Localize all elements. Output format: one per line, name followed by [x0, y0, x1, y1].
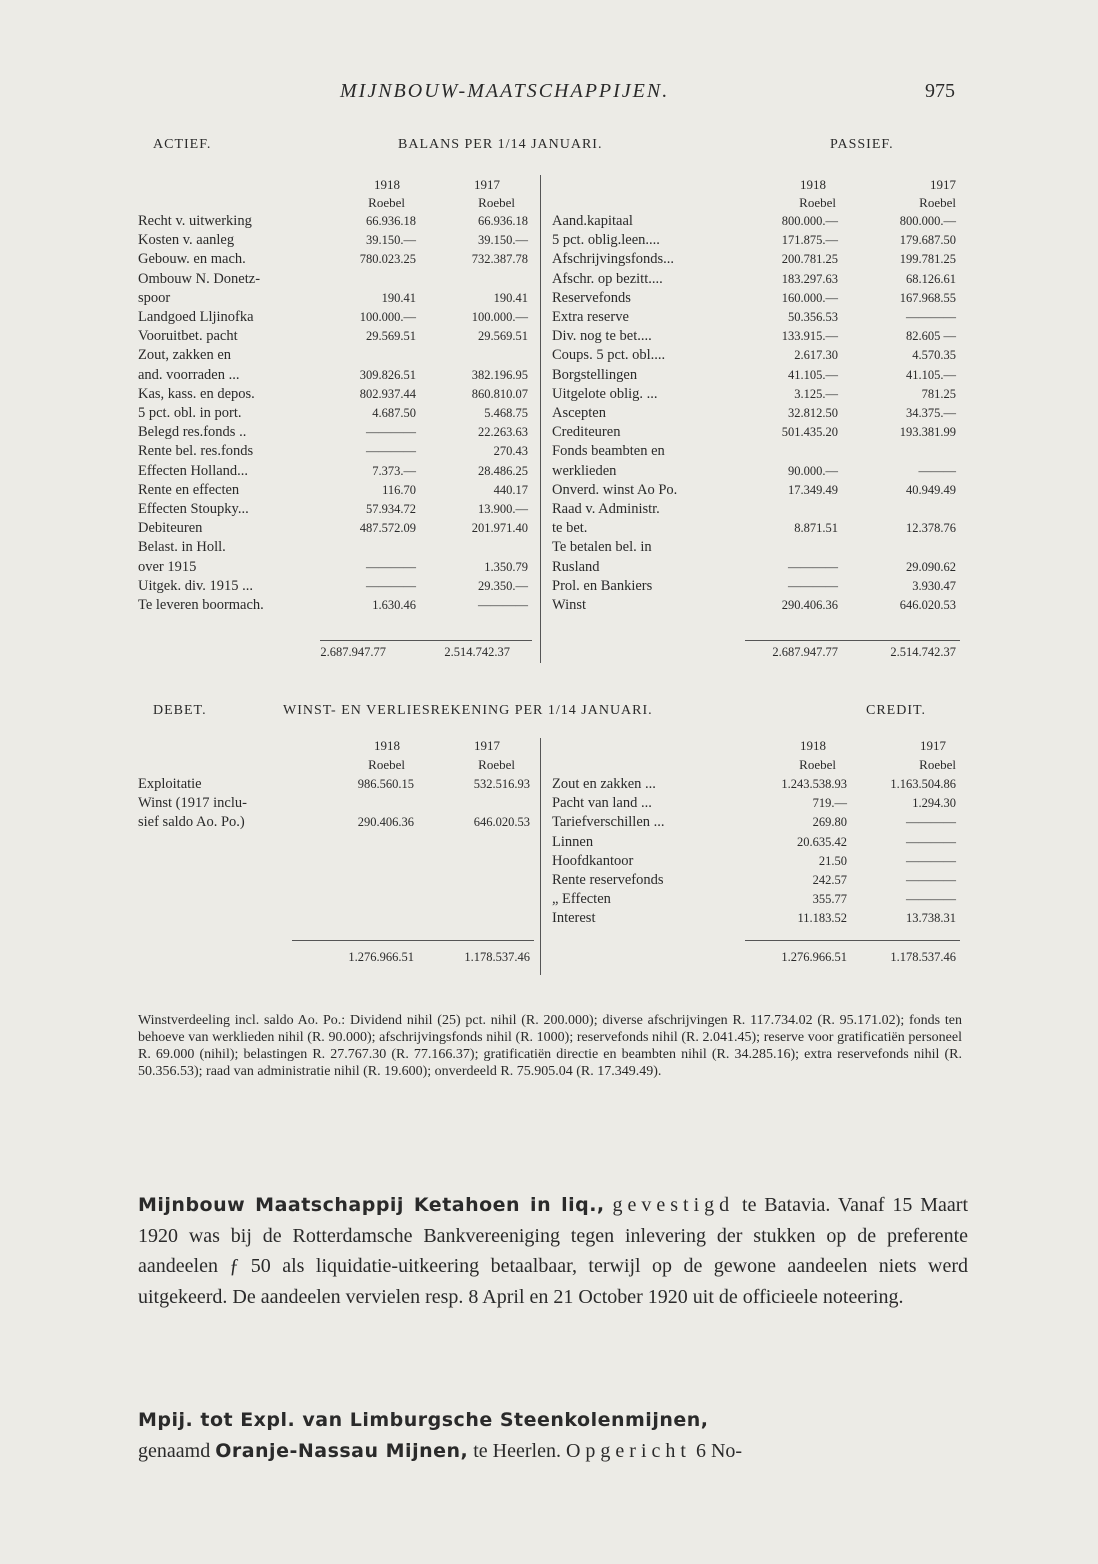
balans-passief-year-1917: 1917 [930, 177, 956, 192]
actief-value-1918: 190.41 [381, 290, 416, 305]
balans-actief-total-1917: 2.514.742.37 [444, 645, 510, 659]
balans-actief-year-1917: 1917 [474, 177, 500, 192]
winst-debet-total-1917: 1.178.537.46 [464, 950, 530, 964]
actief-value-1917: 860.810.07 [471, 386, 528, 401]
passief-row [552, 404, 962, 422]
credit-value-1918: 242.57 [812, 873, 847, 887]
actief-value-1918: 66.936.18 [366, 214, 416, 228]
passief-label: Ascepten [552, 405, 606, 421]
passief-value-1917: 12.378.76 [906, 521, 956, 536]
running-head-title: MIJNBOUW-MAATSCHAPPIJEN. [340, 80, 670, 102]
passief-value-1918: 2.617.30 [794, 348, 838, 363]
actief-row [138, 538, 533, 556]
debet-label: Winst (1917 inclu- [138, 795, 247, 812]
winst-credit-total-1918: 1.276.966.51 [781, 950, 847, 964]
balans-passief-total-1917: 2.514.742.37 [890, 645, 956, 659]
passief-label: Prol. en Bankiers [552, 577, 653, 594]
passief-row [552, 519, 962, 537]
credit-value-1918: 355.77 [812, 892, 847, 907]
passief-value-1917: 800.000.— [899, 214, 956, 228]
passief-label: Fonds beambten en [552, 443, 665, 460]
actief-value-1918: 802.937.44 [359, 386, 416, 401]
passief-value-1917: ——— [918, 463, 956, 478]
passief-value-1918: 501.435.20 [781, 425, 838, 440]
actief-row [138, 308, 533, 326]
passief-value-1917: 41.105.— [906, 367, 956, 382]
passief-row [552, 577, 962, 595]
actief-row [138, 250, 533, 268]
credit-label: Linnen [552, 833, 594, 850]
passief-value-1918: 3.125.— [794, 386, 838, 401]
passief-label: Onverd. winst Ao Po. [552, 481, 678, 498]
balans-passief-unit-1917: Roebel [919, 195, 956, 210]
passief-row [552, 442, 962, 460]
passief-label: Reservefonds [552, 289, 631, 306]
passief-value-1917: 34.375.— [906, 406, 956, 420]
ketahoen-gevestigd: gevestigd [612, 1194, 735, 1216]
passief-label: Coups. 5 pct. obl.... [552, 347, 666, 364]
credit-value-1918: 719.— [812, 796, 847, 811]
passief-row [552, 596, 962, 614]
balans-divider [540, 175, 541, 663]
credit-value-1917: ———— [906, 873, 956, 887]
actief-label: Rente en effecten [138, 481, 240, 498]
balans-actief-unit-1918: Roebel [368, 195, 405, 210]
actief-value-1918: ———— [366, 559, 416, 574]
actief-row [138, 500, 533, 518]
credit-label: Hoofdkantoor [552, 852, 634, 869]
passief-row [552, 481, 962, 499]
winst-debet-unit-1918: Roebel [368, 757, 405, 772]
passief-row [552, 366, 962, 384]
actief-value-1917: 66.936.18 [478, 214, 528, 228]
credit-value-1917: ———— [906, 815, 956, 830]
passief-row [552, 231, 962, 249]
passief-label: Extra reserve [552, 309, 629, 325]
passief-value-1917: 29.090.62 [906, 559, 956, 574]
actief-label: Kas, kass. en depos. [138, 385, 255, 402]
actief-row [138, 289, 533, 307]
passief-label: werklieden [552, 462, 617, 479]
limburg-date-start: 6 No- [695, 1439, 743, 1462]
credit-row [552, 871, 962, 889]
actief-value-1918: 116.70 [382, 482, 416, 497]
actief-value-1918: 487.572.09 [359, 521, 416, 536]
actief-value-1917: 201.971.40 [471, 521, 528, 536]
debet-label: sief saldo Ao. Po.) [138, 814, 245, 831]
limburg-opgericht: Opgericht [565, 1439, 691, 1462]
credit-label: Pacht van land ... [552, 795, 652, 812]
actief-value-1918: ———— [366, 444, 416, 459]
debet-label: Exploitatie [138, 776, 202, 792]
passief-value-1918: 183.297.63 [781, 271, 838, 286]
passief-value-1917: 40.949.49 [906, 482, 956, 497]
credit-row [552, 813, 962, 831]
passief-label: Div. nog te bet.... [552, 328, 652, 345]
credit-row [552, 852, 962, 870]
credit-value-1918: 20.635.42 [797, 834, 847, 849]
debet-value-1918: 986.560.15 [357, 777, 414, 791]
passief-label: Crediteuren [552, 424, 621, 441]
actief-label: 5 pct. obl. in port. [138, 405, 242, 421]
winst-divider [540, 738, 541, 975]
balans-actief-year-1918: 1918 [374, 177, 400, 192]
credit-row [552, 794, 962, 812]
passief-row [552, 538, 962, 556]
winst-debet-year-1917: 1917 [474, 738, 500, 753]
limburg-company-name: Mpij. tot Expl. van Limburgsche Steenkolenmijnen, [138, 1409, 709, 1431]
actief-value-1917: 29.350.— [478, 578, 528, 593]
winst-debet-unit-1917: Roebel [478, 757, 515, 772]
credit-label: Tariefverschillen ... [552, 814, 665, 831]
debet-value-1917: 532.516.93 [473, 777, 530, 791]
actief-value-1917: 28.486.25 [478, 463, 528, 478]
passief-value-1917: 179.687.50 [899, 233, 956, 248]
passief-label: te bet. [552, 520, 588, 537]
passief-label: Afschr. op bezitt.... [552, 270, 663, 287]
actief-value-1917: 440.17 [493, 482, 528, 497]
actief-label: Rente bel. res.fonds [138, 443, 254, 460]
actief-row [138, 481, 533, 499]
credit-row [552, 909, 962, 927]
actief-row [138, 231, 533, 249]
passief-label: Te betalen bel. in [552, 539, 652, 556]
passief-row [552, 558, 962, 576]
passief-value-1917: 199.781.25 [899, 252, 956, 267]
passief-value-1917: 68.126.61 [906, 271, 956, 286]
passief-row [552, 500, 962, 518]
balans-actief-unit-1917: Roebel [478, 195, 515, 210]
credit-caption: CREDIT. [866, 703, 927, 718]
actief-value-1918: 100.000.— [359, 310, 416, 324]
passief-value-1917: 4.570.35 [912, 348, 956, 363]
credit-value-1918: 11.183.52 [797, 911, 847, 926]
passief-value-1917: 193.381.99 [899, 425, 956, 440]
actief-value-1918: 7.373.— [372, 463, 416, 478]
actief-label: and. voorraden ... [138, 366, 240, 383]
credit-label: „ Effecten [552, 891, 611, 908]
balans-actief-total-rule [320, 640, 532, 641]
balans-actief-total-1918: 2.687.947.77 [320, 645, 386, 659]
credit-value-1917: 13.738.31 [906, 911, 956, 926]
balans-passief-total-1918: 2.687.947.77 [772, 645, 838, 659]
passief-row [552, 327, 962, 345]
passief-value-1918: ———— [788, 559, 838, 574]
actief-value-1918: ———— [366, 578, 416, 593]
actief-label: Belegd res.fonds .. [138, 424, 247, 441]
actief-row [138, 423, 533, 441]
credit-value-1917: 1.163.504.86 [890, 777, 956, 791]
passief-row [552, 346, 962, 364]
actief-label: Vooruitbet. pacht [138, 328, 238, 345]
actief-value-1918: 57.934.72 [366, 502, 416, 516]
balans-passief-total-rule [745, 640, 960, 641]
actief-value-1918: 309.826.51 [359, 367, 416, 382]
credit-value-1917: ———— [906, 853, 956, 868]
actief-label: Te leveren boormach. [138, 597, 264, 613]
passief-value-1918: ———— [788, 578, 838, 593]
passief-row [552, 385, 962, 403]
actief-row [138, 519, 533, 537]
passief-row [552, 423, 962, 441]
actief-value-1917: 732.387.78 [471, 252, 528, 267]
actief-value-1918: 29.569.51 [366, 329, 416, 344]
actief-row [138, 558, 533, 576]
actief-label: Debiteuren [138, 520, 203, 537]
credit-row [552, 775, 962, 793]
winst-caption: WINST- EN VERLIESREKENING PER 1/14 JANUARI. [283, 703, 653, 718]
passief-label: Raad v. Administr. [552, 501, 660, 517]
credit-value-1918: 1.243.538.93 [781, 777, 847, 791]
actief-row [138, 346, 533, 364]
actief-value-1917: 1.350.79 [484, 559, 528, 574]
actief-label: Zout, zakken en [138, 347, 232, 364]
passief-value-1918: 50.356.53 [788, 310, 838, 324]
actief-value-1917: 29.569.51 [478, 329, 528, 344]
winst-debet-total-1918: 1.276.966.51 [348, 950, 414, 964]
winst-credit-unit-1917: Roebel [919, 757, 956, 772]
balans-passief-unit-1918: Roebel [799, 195, 836, 210]
passief-caption: PASSIEF. [830, 137, 894, 152]
winst-credit-total-rule [745, 940, 960, 941]
actief-value-1917: 100.000.— [471, 310, 528, 324]
actief-row [138, 462, 533, 480]
ketahoen-section [138, 1190, 968, 1312]
passief-row [552, 289, 962, 307]
debet-value-1917: 646.020.53 [473, 815, 530, 830]
actief-row [138, 366, 533, 384]
passief-value-1918: 290.406.36 [781, 598, 838, 612]
passief-value-1918: 32.812.50 [788, 406, 838, 420]
debet-caption: DEBET. [153, 703, 207, 718]
debet-value-1918: 290.406.36 [357, 815, 414, 830]
passief-value-1918: 90.000.— [788, 463, 838, 478]
actief-label: Effecten Holland... [138, 462, 249, 479]
passief-value-1917: 781.25 [921, 386, 956, 401]
passief-row [552, 270, 962, 288]
winst-credit-year-1918: 1918 [800, 738, 826, 753]
passief-value-1918: 171.875.— [781, 233, 838, 248]
actief-value-1917: 270.43 [493, 444, 528, 459]
credit-row [552, 833, 962, 851]
actief-value-1917: 39.150.— [478, 233, 528, 248]
passief-row [552, 212, 962, 230]
passief-value-1918: 41.105.— [788, 367, 838, 382]
passief-label: Rusland [552, 558, 600, 575]
actief-value-1918: 1.630.46 [372, 598, 416, 612]
credit-value-1918: 21.50 [818, 853, 847, 868]
credit-value-1917: 1.294.30 [912, 796, 956, 811]
actief-label: Kosten v. aanleg [138, 232, 235, 249]
limburg-location: te Heerlen. [473, 1439, 561, 1462]
actief-value-1917: ———— [478, 598, 528, 612]
passief-label: Borgstellingen [552, 366, 638, 383]
passief-label: Afschrijvingsfonds... [552, 251, 675, 268]
passief-value-1918: 8.871.51 [794, 521, 838, 536]
actief-row [138, 577, 533, 595]
actief-value-1917: 382.196.95 [471, 367, 528, 382]
debet-row [138, 794, 533, 812]
passief-value-1918: 200.781.25 [781, 252, 838, 267]
debet-row [138, 775, 533, 793]
actief-value-1917: 22.263.63 [478, 425, 528, 440]
actief-row [138, 404, 533, 422]
actief-value-1917: 190.41 [493, 290, 528, 305]
passief-value-1917: 82.605 — [906, 329, 956, 344]
passief-value-1917: 646.020.53 [899, 598, 956, 612]
passief-row [552, 308, 962, 326]
actief-value-1918: ———— [366, 425, 416, 440]
credit-value-1917: ———— [906, 834, 956, 849]
passief-value-1917: 167.968.55 [899, 290, 956, 305]
page-number: 975 [925, 80, 955, 102]
credit-value-1917: ———— [906, 892, 956, 907]
passief-row [552, 250, 962, 268]
passief-value-1918: 800.000.— [781, 214, 838, 228]
credit-row [552, 890, 962, 908]
passief-label: Winst [552, 597, 587, 613]
actief-value-1917: 13.900.— [478, 502, 528, 516]
actief-label: Uitgek. div. 1915 ... [138, 577, 254, 594]
ketahoen-company-name: Mijnbouw Maatschappij Ketahoen in liq., [138, 1194, 605, 1216]
passief-value-1918: 160.000.— [781, 290, 838, 305]
actief-row [138, 385, 533, 403]
actief-label: over 1915 [138, 558, 197, 575]
passief-value-1918: 17.349.49 [788, 482, 838, 497]
actief-label: Landgoed Lljinofka [138, 309, 254, 325]
actief-row [138, 327, 533, 345]
balans-caption: BALANS PER 1/14 JANUARI. [398, 137, 603, 152]
actief-caption: ACTIEF. [153, 137, 212, 152]
actief-value-1918: 780.023.25 [359, 252, 416, 267]
credit-label: Rente reservefonds [552, 872, 664, 888]
actief-label: Ombouw N. Donetz- [138, 270, 261, 287]
passief-label: 5 pct. oblig.leen.... [552, 232, 660, 249]
limburg-oranje-nassau: Oranje-Nassau Mijnen, [215, 1439, 469, 1462]
actief-label: Belast. in Holl. [138, 539, 226, 556]
winst-credit-unit-1918: Roebel [799, 757, 836, 772]
actief-value-1918: 4.687.50 [372, 406, 416, 420]
actief-label: Recht v. uitwerking [138, 213, 252, 229]
actief-label: Gebouw. en mach. [138, 251, 246, 268]
actief-row [138, 212, 533, 230]
limburg-section [138, 1405, 968, 1466]
passief-row [552, 462, 962, 480]
winst-debet-year-1918: 1918 [374, 738, 400, 753]
debet-row [138, 813, 533, 831]
passief-label: Aand.kapitaal [552, 213, 633, 229]
limburg-genaamd: genaamd [138, 1439, 211, 1462]
credit-label: Zout en zakken ... [552, 776, 656, 792]
passief-value-1917: ———— [906, 310, 956, 324]
passief-value-1918: 133.915.— [781, 329, 838, 344]
winst-debet-total-rule [292, 940, 534, 941]
winst-credit-year-1917: 1917 [920, 738, 946, 753]
actief-value-1918: 39.150.— [366, 233, 416, 248]
passief-label: Uitgelote oblig. ... [552, 385, 658, 402]
actief-label: spoor [138, 289, 171, 306]
actief-value-1917: 5.468.75 [484, 406, 528, 420]
balans-passief-year-1918: 1918 [800, 177, 826, 192]
running-head [0, 80, 1098, 110]
actief-row [138, 596, 533, 614]
winstverdeeling-paragraph: Winstverdeeling incl. saldo Ao. Po.: Dividend nihil (25) pct. nihil (R. 200.000); diverse afschrijvingen R. 117.734.02 (R. 95.171.02); fonds ten behoeve van werklieden nihil (R. 90.000); afschrijvingsfonds nihil (R. 1000); reservefonds nihil (R. 2.041.45); reserve voor gratificatiën personeel R. 69.000 (nihil); belastingen R. 27.767.30 (R. 77.166.37); gratificatiën directie en beambten nihil (R. 34.285.16); extra reservefonds nihil (R. 50.356.53); raad van administratie nihil (R. 19.600); onverdeeld R. 75.905.04 (R. 17.349.49). [138, 1013, 962, 1079]
ketahoen-text: te Batavia. Vanaf 15 Maart 1920 was bij de Rotterdamsche Bankvereeniging tegen inlevering der stukken op de preferente aandeelen ƒ 50 als liquidatie-uitkeering betaalbaar, terwijl op de gewone aandeelen niets werd uitgekeerd. De aandeelen vervielen resp. 8 April en 21 October 1920 uit de officieele noteering. [138, 1194, 968, 1308]
actief-label: Effecten Stoupky... [138, 501, 249, 517]
actief-row [138, 270, 533, 288]
actief-row [138, 442, 533, 460]
winst-credit-total-1917: 1.178.537.46 [890, 950, 956, 964]
credit-value-1918: 269.80 [812, 815, 847, 830]
credit-label: Interest [552, 910, 596, 927]
passief-value-1917: 3.930.47 [912, 578, 956, 593]
